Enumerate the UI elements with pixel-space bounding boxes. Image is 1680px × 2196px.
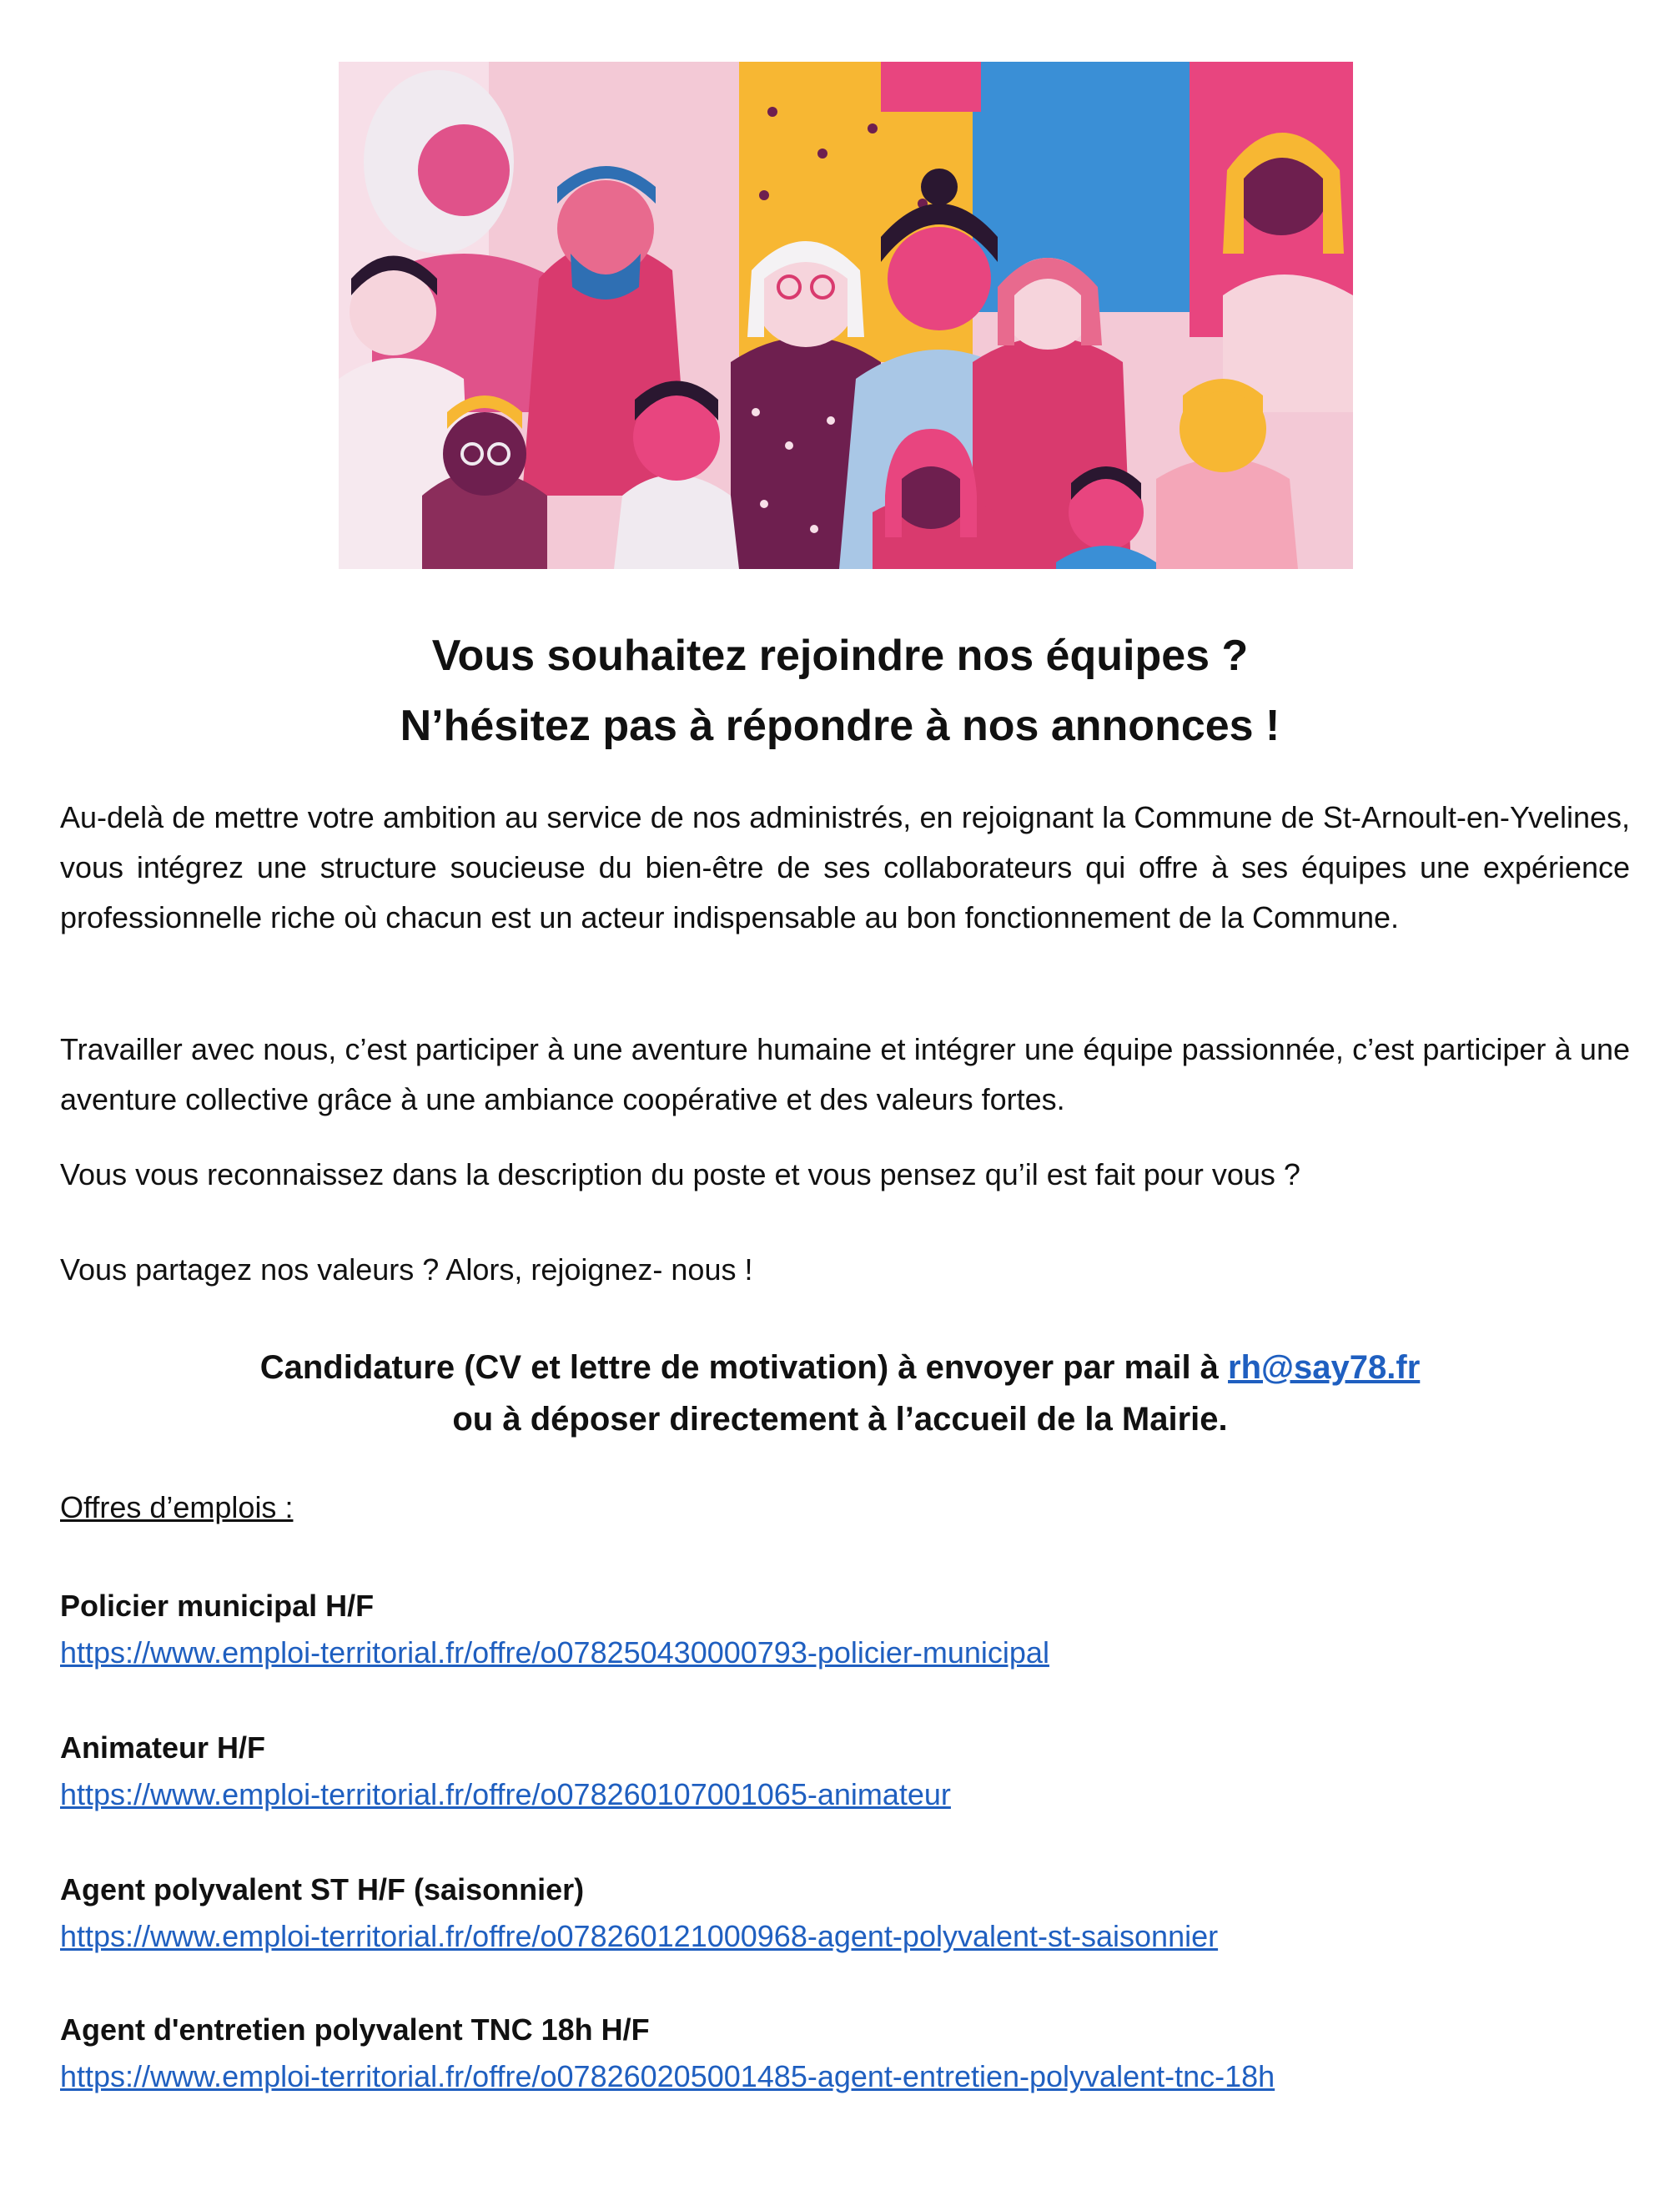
candidature-line-1 (0, 1342, 1680, 1393)
values-paragraph: Vous partagez nos valeurs ? Alors, rejoignez- nous ! (60, 1252, 753, 1287)
job-title: Policier municipal H/F (60, 1589, 375, 1623)
job-title: Animateur H/F (60, 1730, 266, 1765)
candidature-line-2: ou à déposer directement à l’accueil de la Mairie. (452, 1401, 1228, 1438)
job-link[interactable]: https://www.emploi-territorial.fr/offre/o078250430000793-policier-municipal (60, 1635, 1049, 1670)
crowd-illustration (339, 62, 1353, 569)
work-with-us-paragraph: Travailler avec nous, c’est participer à une aventure humaine et intégrer une équipe passionnée, c’est participer à une aventure collective grâce à une ambiance coopérative et des valeurs fortes. (60, 1032, 1630, 1116)
email-link[interactable]: rh@say78.fr (1228, 1349, 1421, 1386)
job-link[interactable]: https://www.emploi-territorial.fr/offre/o078260121000968-agent-polyvalent-st-saisonnier (60, 1919, 1219, 1953)
job-link[interactable]: https://www.emploi-territorial.fr/offre/o078260205001485-agent-entretien-polyvalent-tnc-18h (60, 2059, 1275, 2093)
hero-illustration (339, 62, 1353, 569)
intro-paragraph: Au-delà de mettre votre ambition au service de nos administrés, en rejoignant la Commune de St-Arnoult-en-Yvelines, vous intégrez une structure soucieuse du bien-être de ses collaborateurs qui offre à ses équipes une expérience professionnelle riche où chacun est un acteur indispensable au bon fonctionnement de la Commune. (60, 800, 1630, 934)
offers-heading: Offres d’emplois : (60, 1490, 294, 1524)
job-title: Agent polyvalent ST H/F (saisonnier) (60, 1872, 585, 1906)
job-link[interactable]: https://www.emploi-territorial.fr/offre/o078260107001065-animateur (60, 1777, 951, 1811)
page-title-line-2: N’hésitez pas à répondre à nos annonces ! (400, 702, 1280, 750)
page-title-line-1: Vous souhaitez rejoindre nos équipes ? (431, 632, 1249, 680)
recognize-paragraph: Vous vous reconnaissez dans la description du poste et vous pensez qu’il est fait pour vous ? (60, 1157, 1300, 1191)
job-title: Agent d'entretien polyvalent TNC 18h H/F (60, 2012, 650, 2047)
candidature-text: Candidature (CV et lettre de motivation) à envoyer par mail à (259, 1349, 1229, 1386)
